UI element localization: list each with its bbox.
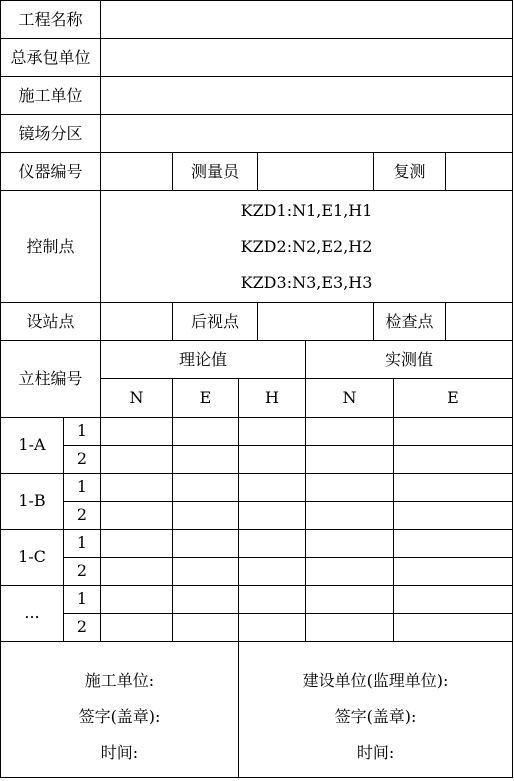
table-row (1, 557, 513, 585)
theory-n-cell[interactable] (101, 417, 173, 445)
owner-time-label: 时间: (356, 743, 395, 763)
measured-e-cell[interactable] (394, 445, 513, 473)
instrument-row (1, 153, 513, 191)
recheck-label: 复测 (374, 153, 446, 191)
construction-unit-sign-label: 施工单位: (84, 671, 155, 691)
measured-n-cell[interactable] (306, 557, 394, 585)
theory-e-cell[interactable] (173, 501, 239, 529)
theory-n-cell[interactable] (101, 529, 173, 557)
measured-n-cell[interactable] (306, 473, 394, 501)
theory-h-cell[interactable] (239, 501, 306, 529)
column-id: 1-C (1, 529, 64, 585)
theory-h-cell[interactable] (239, 445, 306, 473)
measured-n-cell[interactable] (306, 613, 394, 641)
project-name-value[interactable] (101, 1, 513, 39)
measured-e-cell[interactable] (394, 501, 513, 529)
measured-e-cell[interactable] (394, 473, 513, 501)
axis-header-measured-e: E (394, 379, 513, 417)
theory-n-cell[interactable] (101, 585, 173, 613)
measured-n-cell[interactable] (306, 529, 394, 557)
value-header-row (1, 341, 513, 379)
general-contractor-row (1, 39, 513, 77)
control-point-line: KZD2:N2,E2,H2 (240, 236, 373, 256)
measured-label: 实测值 (306, 341, 513, 379)
theory-h-cell[interactable] (239, 417, 306, 445)
project-name-row (1, 1, 513, 39)
mirror-zone-row (1, 115, 513, 153)
theory-e-cell[interactable] (173, 445, 239, 473)
sub-index: 2 (64, 445, 101, 473)
surveyor-value[interactable] (258, 153, 374, 191)
theory-h-cell[interactable] (239, 529, 306, 557)
table-row (1, 417, 513, 445)
control-points-label: 控制点 (1, 191, 101, 303)
control-points-row (1, 191, 513, 303)
mirror-zone-value[interactable] (101, 115, 513, 153)
measured-n-cell[interactable] (306, 585, 394, 613)
general-contractor-label: 总承包单位 (1, 39, 101, 77)
theory-n-cell[interactable] (101, 445, 173, 473)
column-id: 1-A (1, 417, 64, 473)
table-row (1, 445, 513, 473)
column-id: 1-B (1, 473, 64, 529)
instrument-no-label: 仪器编号 (1, 153, 101, 191)
construction-unit-label: 施工单位 (1, 77, 101, 115)
axis-header-theory-e: E (173, 379, 239, 417)
sub-index: 1 (64, 585, 101, 613)
theory-h-cell[interactable] (239, 473, 306, 501)
sub-index: 1 (64, 417, 101, 445)
theory-n-cell[interactable] (101, 473, 173, 501)
theory-n-cell[interactable] (101, 557, 173, 585)
owner-unit-sign-label: 建设单位(监理单位): (302, 671, 449, 691)
control-point-line: KZD1:N1,E1,H1 (240, 200, 373, 220)
theory-n-cell[interactable] (101, 501, 173, 529)
measured-e-cell[interactable] (394, 585, 513, 613)
control-points-list (101, 191, 513, 303)
recheck-value[interactable] (446, 153, 513, 191)
checkpoint-value[interactable] (446, 303, 513, 341)
table-row (1, 501, 513, 529)
mirror-zone-label: 镜场分区 (1, 115, 101, 153)
theory-label: 理论值 (101, 341, 306, 379)
general-contractor-value[interactable] (101, 39, 513, 77)
sub-index: 2 (64, 613, 101, 641)
sub-index: 1 (64, 529, 101, 557)
theory-n-cell[interactable] (101, 613, 173, 641)
construction-unit-row (1, 77, 513, 115)
backsight-label: 后视点 (173, 303, 258, 341)
backsight-value[interactable] (258, 303, 374, 341)
construction-unit-value[interactable] (101, 77, 513, 115)
axis-header-theory-h: H (239, 379, 306, 417)
table-row (1, 585, 513, 613)
instrument-no-value[interactable] (101, 153, 173, 191)
owner-sign-seal-label: 签字(盖章): (334, 707, 417, 727)
construction-sign-seal-label: 签字(盖章): (78, 707, 161, 727)
construction-time-label: 时间: (100, 743, 139, 763)
measured-e-cell[interactable] (394, 417, 513, 445)
project-name-label: 工程名称 (1, 1, 101, 39)
measured-n-cell[interactable] (306, 445, 394, 473)
axis-header-theory-n: N (101, 379, 173, 417)
theory-e-cell[interactable] (173, 613, 239, 641)
measured-n-cell[interactable] (306, 501, 394, 529)
table-row (1, 529, 513, 557)
sub-index: 2 (64, 557, 101, 585)
station-label: 设站点 (1, 303, 101, 341)
signature-row (1, 641, 513, 777)
theory-h-cell[interactable] (239, 557, 306, 585)
table-row (1, 473, 513, 501)
sub-index: 1 (64, 473, 101, 501)
axis-header-measured-n: N (306, 379, 394, 417)
surveyor-label: 测量员 (173, 153, 258, 191)
sub-index: 2 (64, 501, 101, 529)
theory-e-cell[interactable] (173, 417, 239, 445)
column-id: ... (1, 585, 64, 641)
theory-e-cell[interactable] (173, 585, 239, 613)
column-id-label: 立柱编号 (1, 341, 101, 417)
theory-h-cell[interactable] (239, 613, 306, 641)
theory-e-cell[interactable] (173, 557, 239, 585)
measured-n-cell[interactable] (306, 417, 394, 445)
station-row (1, 303, 513, 341)
checkpoint-label: 检查点 (374, 303, 446, 341)
theory-e-cell[interactable] (173, 529, 239, 557)
table-row (1, 613, 513, 641)
construction-signature-block[interactable] (1, 641, 239, 777)
measured-e-cell[interactable] (394, 613, 513, 641)
station-value[interactable] (101, 303, 173, 341)
measured-e-cell[interactable] (394, 557, 513, 585)
control-point-line: KZD3:N3,E3,H3 (240, 272, 373, 292)
owner-signature-block[interactable] (239, 641, 513, 777)
theory-h-cell[interactable] (239, 585, 306, 613)
theory-e-cell[interactable] (173, 473, 239, 501)
measured-e-cell[interactable] (394, 529, 513, 557)
